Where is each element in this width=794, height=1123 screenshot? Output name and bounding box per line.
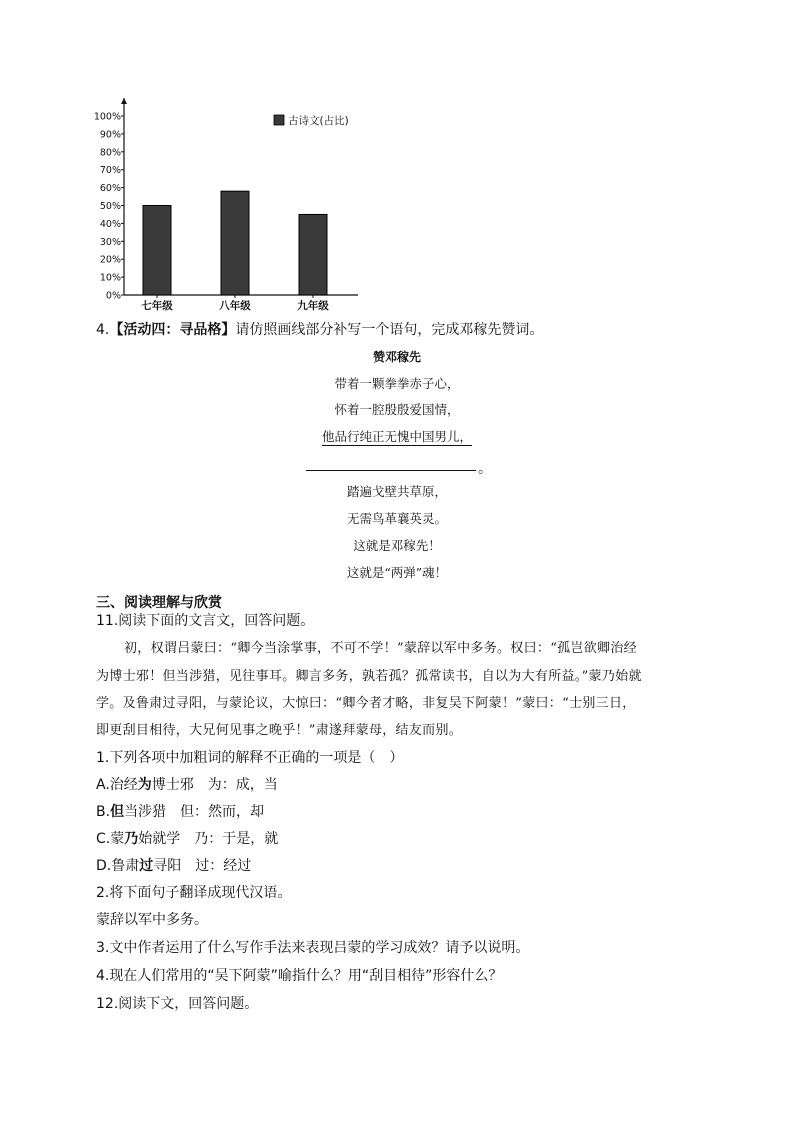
bar-chart — [88, 94, 378, 319]
option-text: B. — [96, 804, 111, 820]
bar — [221, 191, 249, 295]
poem-line-1: 带着一颗拳拳赤子心， — [334, 376, 460, 391]
option-d[interactable] — [96, 856, 251, 876]
poem-line-3 — [0, 427, 794, 447]
subquestion-2: 2.将下面句子翻译成现代汉语。 — [96, 885, 292, 901]
underlined-line: 他品行纯正无愧中国男儿， — [321, 429, 472, 444]
option-text: D.鲁肃 — [96, 858, 140, 874]
legend-label: 古诗文(占比) — [288, 115, 349, 127]
option-text: A.治经 — [96, 777, 138, 793]
bold-word: 乃 — [124, 831, 139, 847]
y-tick-label: 0% — [105, 290, 121, 302]
activity4-question — [96, 320, 543, 340]
y-tick-label: 90% — [99, 129, 121, 141]
x-tick-label: 八年级 — [219, 300, 251, 312]
question-number: 4. — [96, 322, 110, 338]
bold-word: 但 — [110, 804, 125, 820]
bold-word: 过 — [139, 858, 154, 874]
activity-tag: 【活动四：寻品格】 — [109, 322, 236, 338]
bold-word: 为 — [137, 777, 152, 793]
y-tick-label: 60% — [99, 183, 121, 195]
translation-sentence: 蒙辞以军中多务。 — [96, 912, 208, 928]
poem-line-2: 怀着一腔殷殷爱国情， — [334, 402, 460, 417]
y-axis-arrow — [121, 98, 127, 104]
option-a[interactable] — [96, 775, 278, 795]
bar — [143, 206, 171, 296]
subquestion-4: 4.现在人们常用的“吴下阿蒙”喻指什么？用“刮目相待”形容什么？ — [96, 968, 503, 984]
x-tick-label: 七年级 — [141, 300, 173, 312]
passage-line-2: 为博士邪！但当涉猎，见往事耳。卿言多务，孰若孤？孤常读书，自以为大有所益。”蒙乃始就 — [96, 669, 642, 684]
answer-blank[interactable] — [306, 470, 476, 471]
bar — [299, 214, 327, 295]
poem-line-8: 这就是“两弹”魂！ — [346, 565, 448, 580]
legend-swatch — [274, 115, 284, 125]
passage-line-1: 初，权谓吕蒙曰：“卿今当涂掌事，不可不学！”蒙辞以军中多务。权曰：“孤岂欲卿治经 — [124, 641, 637, 656]
poem-line-6: 无需鸟革襄英灵。 — [346, 511, 447, 526]
passage-line-3: 学。及鲁肃过寻阳，与蒙论议，大惊曰：“卿今者才略，非复吴下阿蒙！”蒙曰：“士别三日， — [96, 696, 636, 711]
y-tick-label: 40% — [99, 218, 121, 230]
y-tick-label: 20% — [99, 254, 121, 266]
poem-line-5: 踏遍戈壁共草原， — [346, 484, 447, 499]
y-tick-label: 100% — [93, 111, 121, 123]
section-heading: 三、阅读理解与欣赏 — [96, 595, 222, 611]
x-tick-label: 九年级 — [297, 300, 329, 312]
option-c[interactable] — [96, 829, 278, 849]
y-tick-label: 50% — [99, 201, 121, 212]
blank-period: 。 — [478, 461, 492, 477]
y-tick-label: 30% — [99, 236, 121, 248]
question-11: 11.阅读下面的文言文，回答问题。 — [96, 613, 315, 629]
poem-line-7: 这就是邓稼先！ — [353, 538, 441, 553]
subquestion-1: 1.下列各项中加粗词的解释不正确的一项是（ ） — [96, 750, 404, 766]
poem-title: 赞邓稼先 — [372, 350, 421, 364]
option-b[interactable] — [96, 802, 264, 822]
option-text: 博士邪 为：成，当 — [151, 777, 278, 793]
y-tick-label: 10% — [99, 272, 121, 284]
question-12: 12.阅读下文，回答问题。 — [96, 996, 259, 1012]
passage-line-4: 即更刮目相待，大兄何见事之晚乎！”肃遂拜蒙母，结友而别。 — [96, 723, 463, 738]
activity-instruction: 请仿照画线部分补写一个语句，完成邓稼先赞词。 — [235, 322, 544, 338]
option-text: 寻阳 过：经过 — [153, 858, 252, 874]
subquestion-3: 3.文中作者运用了什么写作手法来表现吕蒙的学习成效？请予以说明。 — [96, 940, 530, 956]
y-tick-label: 80% — [99, 147, 121, 159]
option-text: 当涉猎 但：然而，却 — [124, 804, 265, 820]
option-text: C.蒙 — [96, 831, 125, 847]
option-text: 始就学 乃：于是，就 — [138, 831, 279, 847]
y-tick-label: 70% — [99, 165, 121, 177]
